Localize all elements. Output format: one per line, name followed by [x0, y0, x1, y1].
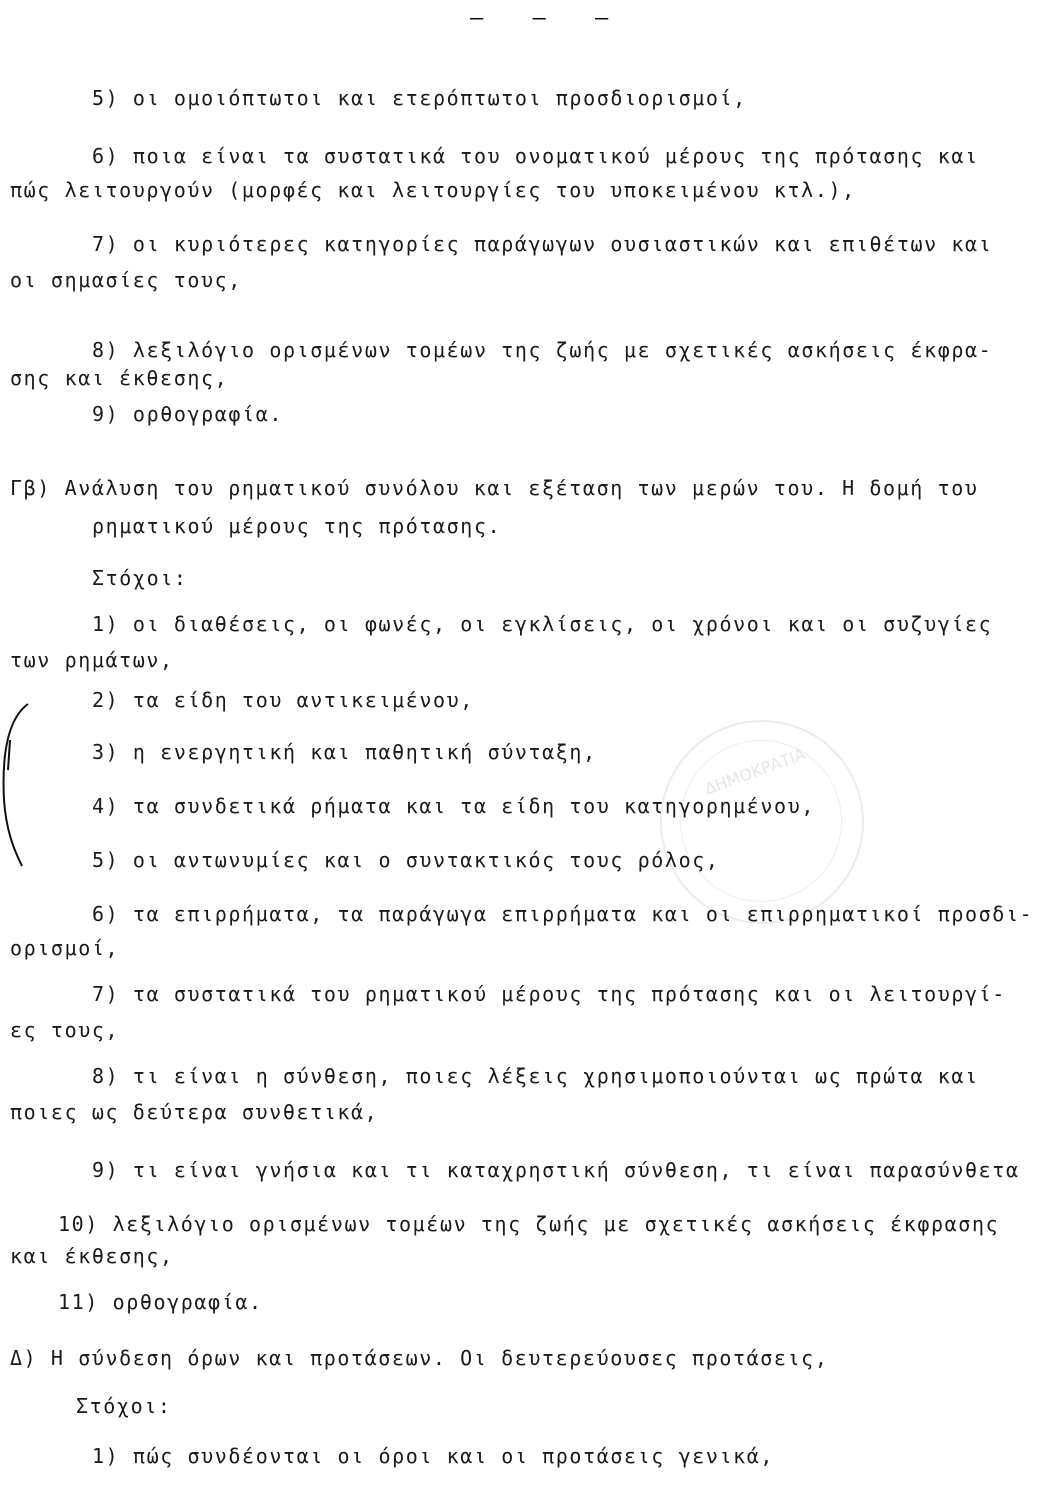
text-line: πώς λειτουργούν (μορφές και λειτουργίες του υποκειμένου κτλ.),	[10, 178, 856, 202]
text-line: 8) λεξιλόγιο ορισμένων τομέων της ζωής με σχετικές ασκήσεις έκφρα-	[92, 338, 993, 362]
text-line: ορισμοί,	[10, 936, 120, 960]
text-line: ες τους,	[10, 1018, 120, 1042]
text-line: 5) οι αντωνυμίες και ο συντακτικός τους ρόλος,	[92, 848, 720, 872]
text-line: 6) ποια είναι τα συστατικά του ονοματικού μέρους της πρότασης και	[92, 144, 979, 168]
page-header-dashes: – – –	[470, 6, 627, 31]
text-line: 9) τι είναι γνήσια και τι καταχρηστική σύνθεση, τι είναι παρασύνθετα	[92, 1158, 1020, 1182]
text-line: 7) οι κυριότερες κατηγορίες παράγωγων ουσιαστικών και επιθέτων και	[92, 232, 993, 256]
text-line: 8) τι είναι η σύνθεση, ποιες λέξεις χρησιμοποιούνται ως πρώτα και	[92, 1064, 979, 1088]
subheading-stochoi: Στόχοι:	[92, 566, 188, 590]
text-line: 7) τα συστατικά του ρηματικού μέρους της πρότασης και οι λειτουργί-	[92, 982, 1006, 1006]
text-line: ποιες ως δεύτερα συνθετικά,	[10, 1100, 379, 1124]
text-line: ρηματικού μέρους της πρότασης.	[92, 514, 502, 538]
text-line: 4) τα συνδετικά ρήματα και τα είδη του κατηγορημένου,	[92, 794, 815, 818]
text-line: 9) ορθογραφία.	[92, 402, 283, 426]
text-line: οι σημασίες τους,	[10, 268, 242, 292]
stamp-text: ΔΗΜΟΚΡΑΤΙΑ	[701, 744, 808, 799]
text-line: 1) οι διαθέσεις, οι φωνές, οι εγκλίσεις, οι χρόνοι και οι συζυγίες	[92, 612, 993, 636]
text-line: 10) λεξιλόγιο ορισμένων τομέων της ζωής με σχετικές ασκήσεις έκφρασης	[58, 1212, 1000, 1236]
faded-stamp	[660, 720, 864, 924]
text-line: 1) πώς συνδέονται οι όροι και οι προτάσεις γενικά,	[92, 1444, 775, 1468]
text-line: σης και έκθεσης,	[10, 366, 229, 390]
text-line: 6) τα επιρρήματα, τα παράγωγα επιρρήματα και οι επιρρηματικοί προσδι-	[92, 902, 1034, 926]
text-line: 11) ορθογραφία.	[58, 1290, 263, 1314]
text-line: 3) η ενεργητική και παθητική σύνταξη,	[92, 740, 597, 764]
text-line: και έκθεσης,	[10, 1244, 174, 1268]
subheading-stochoi: Στόχοι:	[76, 1394, 172, 1418]
text-line: 2) τα είδη του αντικειμένου,	[92, 688, 474, 712]
section-heading: Δ) Η σύνδεση όρων και προτάσεων. Οι δευτερεύουσες προτάσεις,	[10, 1346, 829, 1370]
text-line: των ρημάτων,	[10, 648, 174, 672]
text-line: 5) οι ομοιόπτωτοι και ετερόπτωτοι προσδιορισμοί,	[92, 86, 747, 110]
margin-bracket-mark	[0, 700, 40, 870]
section-heading: Γβ) Ανάλυση του ρηματικού συνόλου και εξέταση των μερών του. Η δομή του	[10, 476, 979, 500]
